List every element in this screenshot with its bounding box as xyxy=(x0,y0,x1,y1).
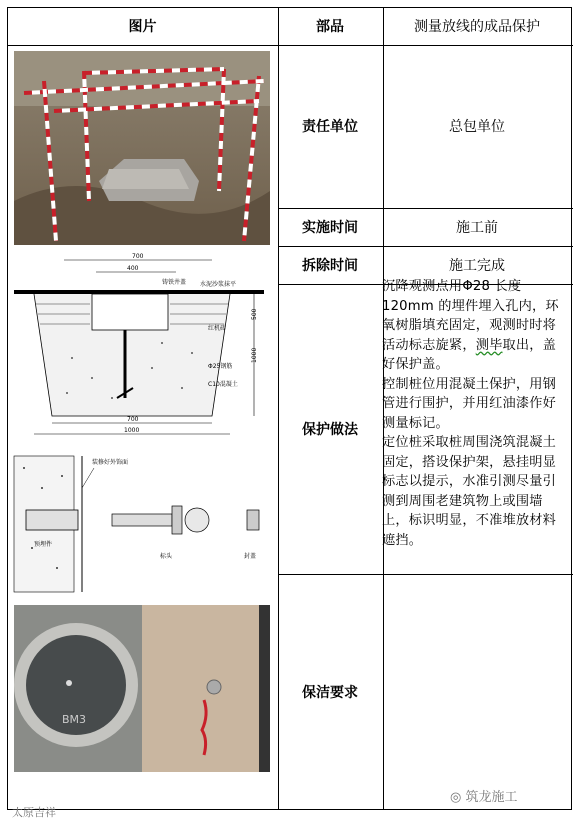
label-embedded: 预埋件 xyxy=(34,541,53,548)
row-removal-label: 拆除时间 xyxy=(302,257,358,274)
dim-700-top: 700 xyxy=(132,253,144,260)
header-image: 图片 xyxy=(128,19,157,35)
row-responsible-label: 责任单位 xyxy=(302,119,358,135)
label-concrete: C10混凝土 xyxy=(208,381,238,388)
row-implement-value: 施工前 xyxy=(456,219,498,236)
row-removal-value: 施工完成 xyxy=(449,257,505,274)
label-mortar: 水泥沙浆抹平 xyxy=(200,281,237,288)
diagram-benchmark-section xyxy=(12,248,274,440)
label-cover: 铸铁井盖 xyxy=(162,279,187,286)
dim-500: 500 xyxy=(251,308,258,320)
protection-para-1: 沉降观测点用Φ28 长度120mm 的埋件埋入孔内，环氧树脂填充固定，观测时时将活动标志旋紧，测毕取出，盖好保护盖。 xyxy=(382,279,559,372)
protection-para-3: 定位桩采取桩周围浇筑混凝土固定，搭设保护架，悬挂明显标志以提示，水准引测尽量引测到周围老建筑物上或围墙上，标识明显，不准堆放材料遮挡。 xyxy=(382,435,557,548)
protection-para-2: 控制桩位用混凝土保护，用钢管进行围护，并用红油漆作好测量标记。 xyxy=(382,376,557,431)
wavy-underlined-text: 测毕 xyxy=(475,337,503,353)
row-cleaning-value xyxy=(383,574,571,809)
dim-1000: 1000 xyxy=(124,427,140,434)
watermark-right: ◎ 筑龙施工 xyxy=(450,790,518,805)
row-responsible-value: 总包单位 xyxy=(449,119,505,135)
watermark-left: 太原吉祥 xyxy=(12,806,56,819)
label-finish: 装修好外饰面 xyxy=(92,459,129,466)
header-item: 部品 xyxy=(316,19,344,35)
label-cap: 封盖 xyxy=(244,553,257,560)
label-rebar: Φ25钢筋 xyxy=(208,363,233,370)
header-item-value: 测量放线的成品保护 xyxy=(414,19,540,35)
row-protection-label: 保护做法 xyxy=(302,421,358,438)
photo-barrier xyxy=(14,51,270,245)
label-brick: 红机砖 xyxy=(208,325,227,332)
protection-text xyxy=(382,277,562,550)
label-head: 标头 xyxy=(160,553,173,560)
dim-400: 400 xyxy=(127,265,139,272)
row-implement-label: 实施时间 xyxy=(302,219,358,236)
diagram-wall-marker xyxy=(12,448,274,600)
bm3-label: BM3 xyxy=(62,713,87,726)
dim-700-bottom: 700 xyxy=(127,416,139,423)
photo-markers xyxy=(14,605,270,772)
row-cleaning-label: 保洁要求 xyxy=(302,684,358,701)
wechat-icon: ◎ xyxy=(450,790,462,805)
dim-1000v: 1000 xyxy=(251,347,258,363)
